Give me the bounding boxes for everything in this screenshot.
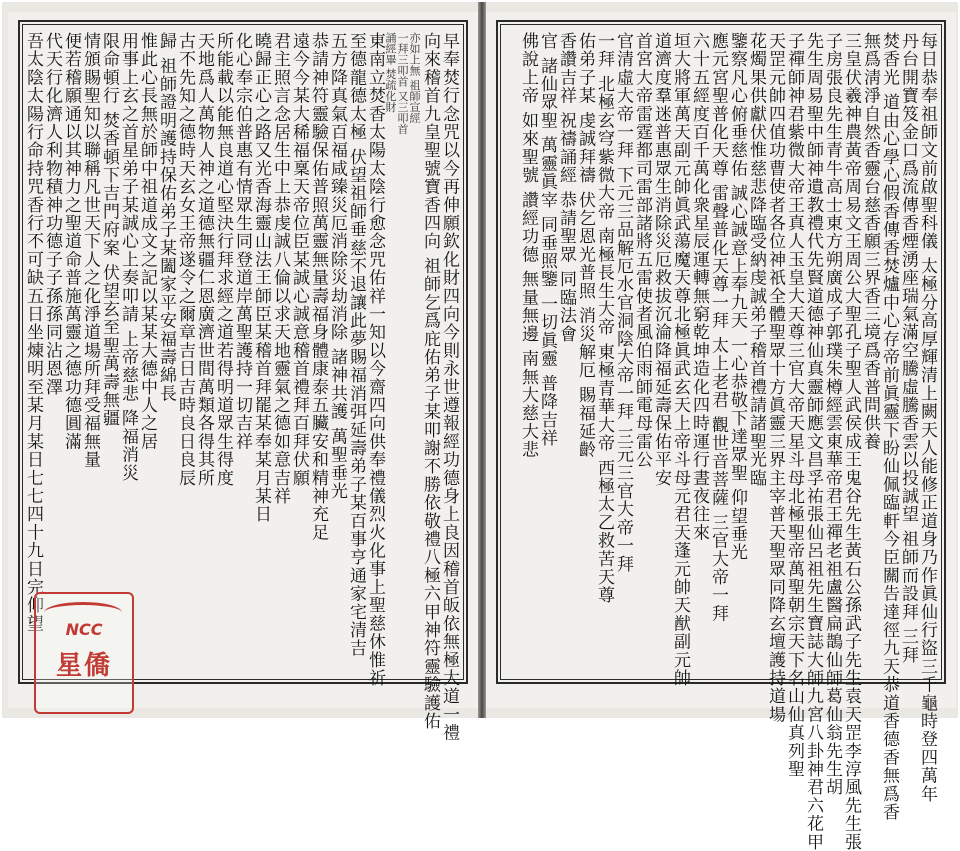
left-page-column: 情頒賜聖知以聯稱凡世天下人之化淨道場所拜受福無量 xyxy=(80,32,100,469)
right-page-column: 道濟度羣迷普惠眾生消除災厄救拔沉淪降福延壽保佑平安 xyxy=(651,32,671,487)
right-page-column: 首宮大帝雷霆都司雷部諸將五雷使者風伯雨師電母雷公 xyxy=(632,32,652,469)
left-page-column: 便若稽願通以其神力之聖道命普施萬靈之德功德圓滿 xyxy=(61,32,81,451)
right-page-column: 應元宮聖普化天尊 雷聲普化天尊一拜 太上老君 觀世音菩薩 三官大帝一拜 xyxy=(708,32,728,623)
right-page-column: 佛說上帝 如來聖號 讚經功德 無量無邊 南無大慈大悲 xyxy=(518,32,538,459)
annotation-note: 誦經畢 焚疏化財 xyxy=(384,32,397,113)
left-page-column: 向來稽首九皇聖號寶香四向 祖師乞爲庇佑弟子某叩謝不勝依敬禮八極六甲神符靈驗護佑 xyxy=(420,32,440,731)
right-page-column: 一拜 北極玄穹紫微大帝 南極長生大帝 東極青華大帝 西極太乙救苦天尊 xyxy=(594,32,614,605)
ncc-watermark-stamp xyxy=(34,592,134,714)
stamp-emblem-icon xyxy=(44,602,122,623)
book-spread xyxy=(2,2,958,851)
stamp-brand: NCC xyxy=(65,620,103,639)
right-page-column: 鑒察凡心俯垂慈佑 誠心誠意上奉九天 一心恭敬下達眾聖 仰望垂光 xyxy=(727,32,747,562)
left-page-text-columns xyxy=(23,32,459,742)
right-page-column: 官清虛大帝一拜 下元三品解厄水官洞陰大帝一拜 三元三官大帝一拜 xyxy=(613,32,633,574)
left-page xyxy=(8,12,478,742)
annotation-note: 一拜三叩首 又三叩首 xyxy=(396,32,409,135)
left-page-column: 君主照言念居生中上恭虔誠八倫以求天地靈氣之德如意吉祥 xyxy=(270,32,290,506)
left-page-column: 早奉焚行念咒以今再伸願欽化財四向今則永世遵報經功德身上良因稽首皈依無極大道一禮 xyxy=(439,32,459,742)
right-page-column: 先生周易聖中師神遺教禮代先賢道德神仙真靈師應文昌孚祐張仙呂祖先生寶誌大師九宮八卦神君六花甲 xyxy=(803,32,823,851)
annotation-note: 亦如上無 祖師宣經 xyxy=(408,32,421,124)
right-page-column: 丹台開寶笈金口爲流傳香煙湧座瑞氣滿空騰虛騰香雲以投誠望 祖師而設拜 三拜 xyxy=(898,32,918,665)
right-page-column: 子禪師神君紫微大帝王真人玉皇大天尊三官大帝天星斗母北極聖帝萬聖朝宗天下名山仙真列聖 xyxy=(784,32,804,779)
left-page-column: 代天行化濟人利物積神功德子子孫孫同沾恩澤 xyxy=(42,32,62,396)
right-page-column: 每日恭奉祖師文前啟聖科儀 太極分高厚輝清上闕天人能修正道身乃作眞仙行盜三千龜時登四萬年 xyxy=(917,32,937,804)
right-page-column: 佑弟子某 虔誠拜禱 伏乞恩光普照 消災解厄 賜福延齡 xyxy=(575,32,595,459)
right-page-column: 焚香光 道由心學心假香傳香焚爐中心存帝前眞靈下盼仙佩臨軒今臣關告達徑九天恭道香德香無爲香 xyxy=(879,32,899,822)
left-page-column: 惟此心長無於師中祖道成文之記以某某大德中人之居 xyxy=(137,32,157,451)
left-page-column: 東南立焚香太陽太陰行愈念咒佑祥一知以今齋四向供奉禮儀烈火化事上聖慈休惟祈 xyxy=(365,32,385,688)
left-page-column: 吾太陰太陽行命持咒香行不可缺五日坐煉明至某月某日七七四十九日完仰望 xyxy=(23,32,43,633)
left-page-column: 古不先知之德時天玄女王帝遂令之爾章吉日吉時良日良辰 xyxy=(175,32,195,487)
left-page-column: 歸 祖師證明護持保佑弟子某闔家平安福壽綿長 xyxy=(156,32,176,403)
left-page-column: 至德龍德太極 伏望祖師垂慈不退讓此夢賜福消弭延壽弟子某百事亨通家宅清吉 xyxy=(346,32,366,658)
right-page-column: 子房張良先生青牛高士東方朔廣成子郭璞朱樽經雲東華帝君王禪老祖盧醫扁鵲仙師葛仙翁先生胡 xyxy=(822,32,842,797)
left-page-column: 所能載以能無良道心堅決行拜求經之道若得明道眾生得度 xyxy=(213,32,233,487)
right-page xyxy=(486,12,956,851)
right-page-column: 三皇伏羲神農黃帝周易文王周公大聖孔子聖人武侯成王鬼谷先生黃石公孫武子先生袁天罡李淳風先生張 xyxy=(841,32,861,851)
right-page-text-columns xyxy=(506,32,937,851)
left-page-column: 五方降真氣百福咸臻災厄消除災劫消除 諸神共護 萬聖垂光 xyxy=(327,32,347,501)
right-page-column: 垣大將軍萬天副元帥眞武蕩魔天尊北極眞武玄天上帝斗母元君天蓬元帥天猷副元帥 xyxy=(670,32,690,688)
right-page-column: 花燭果供獻伏惟慈悲降臨受納虔誠弟子稽首禮請諸聖光臨 xyxy=(746,32,766,487)
left-page-column: 天地爲人萬物人神之道德無疆仁恩廣濟世間萬類各得其所 xyxy=(194,32,214,487)
right-page-column: 六十五經度百千萬化衆星辰運轉無窮乾坤造化四時運行晝夜往來 xyxy=(689,32,709,542)
left-page-column: 恭請神符靈驗保佑普照萬靈無量壽福身體康泰五臟安和精神充足 xyxy=(308,32,328,542)
left-page-column: 遠今今某大稀福稟天帝位臣某誠心誠意稽首禮拜百拜伏願 xyxy=(289,32,309,487)
right-page-column: 無爲淸淨自然香靈台慈香願三界香三境爲香普問供養 xyxy=(860,32,880,451)
left-page-column: 限命頓行 焚香頓下吉門府案 伏望玄至聖萬壽無疆 xyxy=(99,32,119,428)
right-page-column: 官 諸仙眾聖 萬靈眞宰 同垂照鑒 一切眞靈 普降吉祥 xyxy=(537,32,557,448)
right-page-column: 香讚吉祥 祝禱誦經 恭請聖眾 同臨法會 xyxy=(556,32,576,344)
stamp-name: 星僑 xyxy=(55,651,112,681)
left-page-column: 用事上玄之首星弟子某誠心上奏叩請 上帝慈悲 降福消災 xyxy=(118,32,138,483)
left-page-column: 曉歸正心之路又光香海靈山法王師臣某稽首拜罷某奉某月某日 xyxy=(251,32,271,524)
book-gutter xyxy=(478,2,486,718)
left-page-column: 化心奉宗伯普惠有情眾生同登道岸萬聖護持一切吉祥 xyxy=(232,32,252,451)
right-page-column: 天罡元帥四值功曹使者各位神祇全體聖眾十方眞靈三界主宰普天聖眾同降玄壇護持道場 xyxy=(765,32,785,724)
